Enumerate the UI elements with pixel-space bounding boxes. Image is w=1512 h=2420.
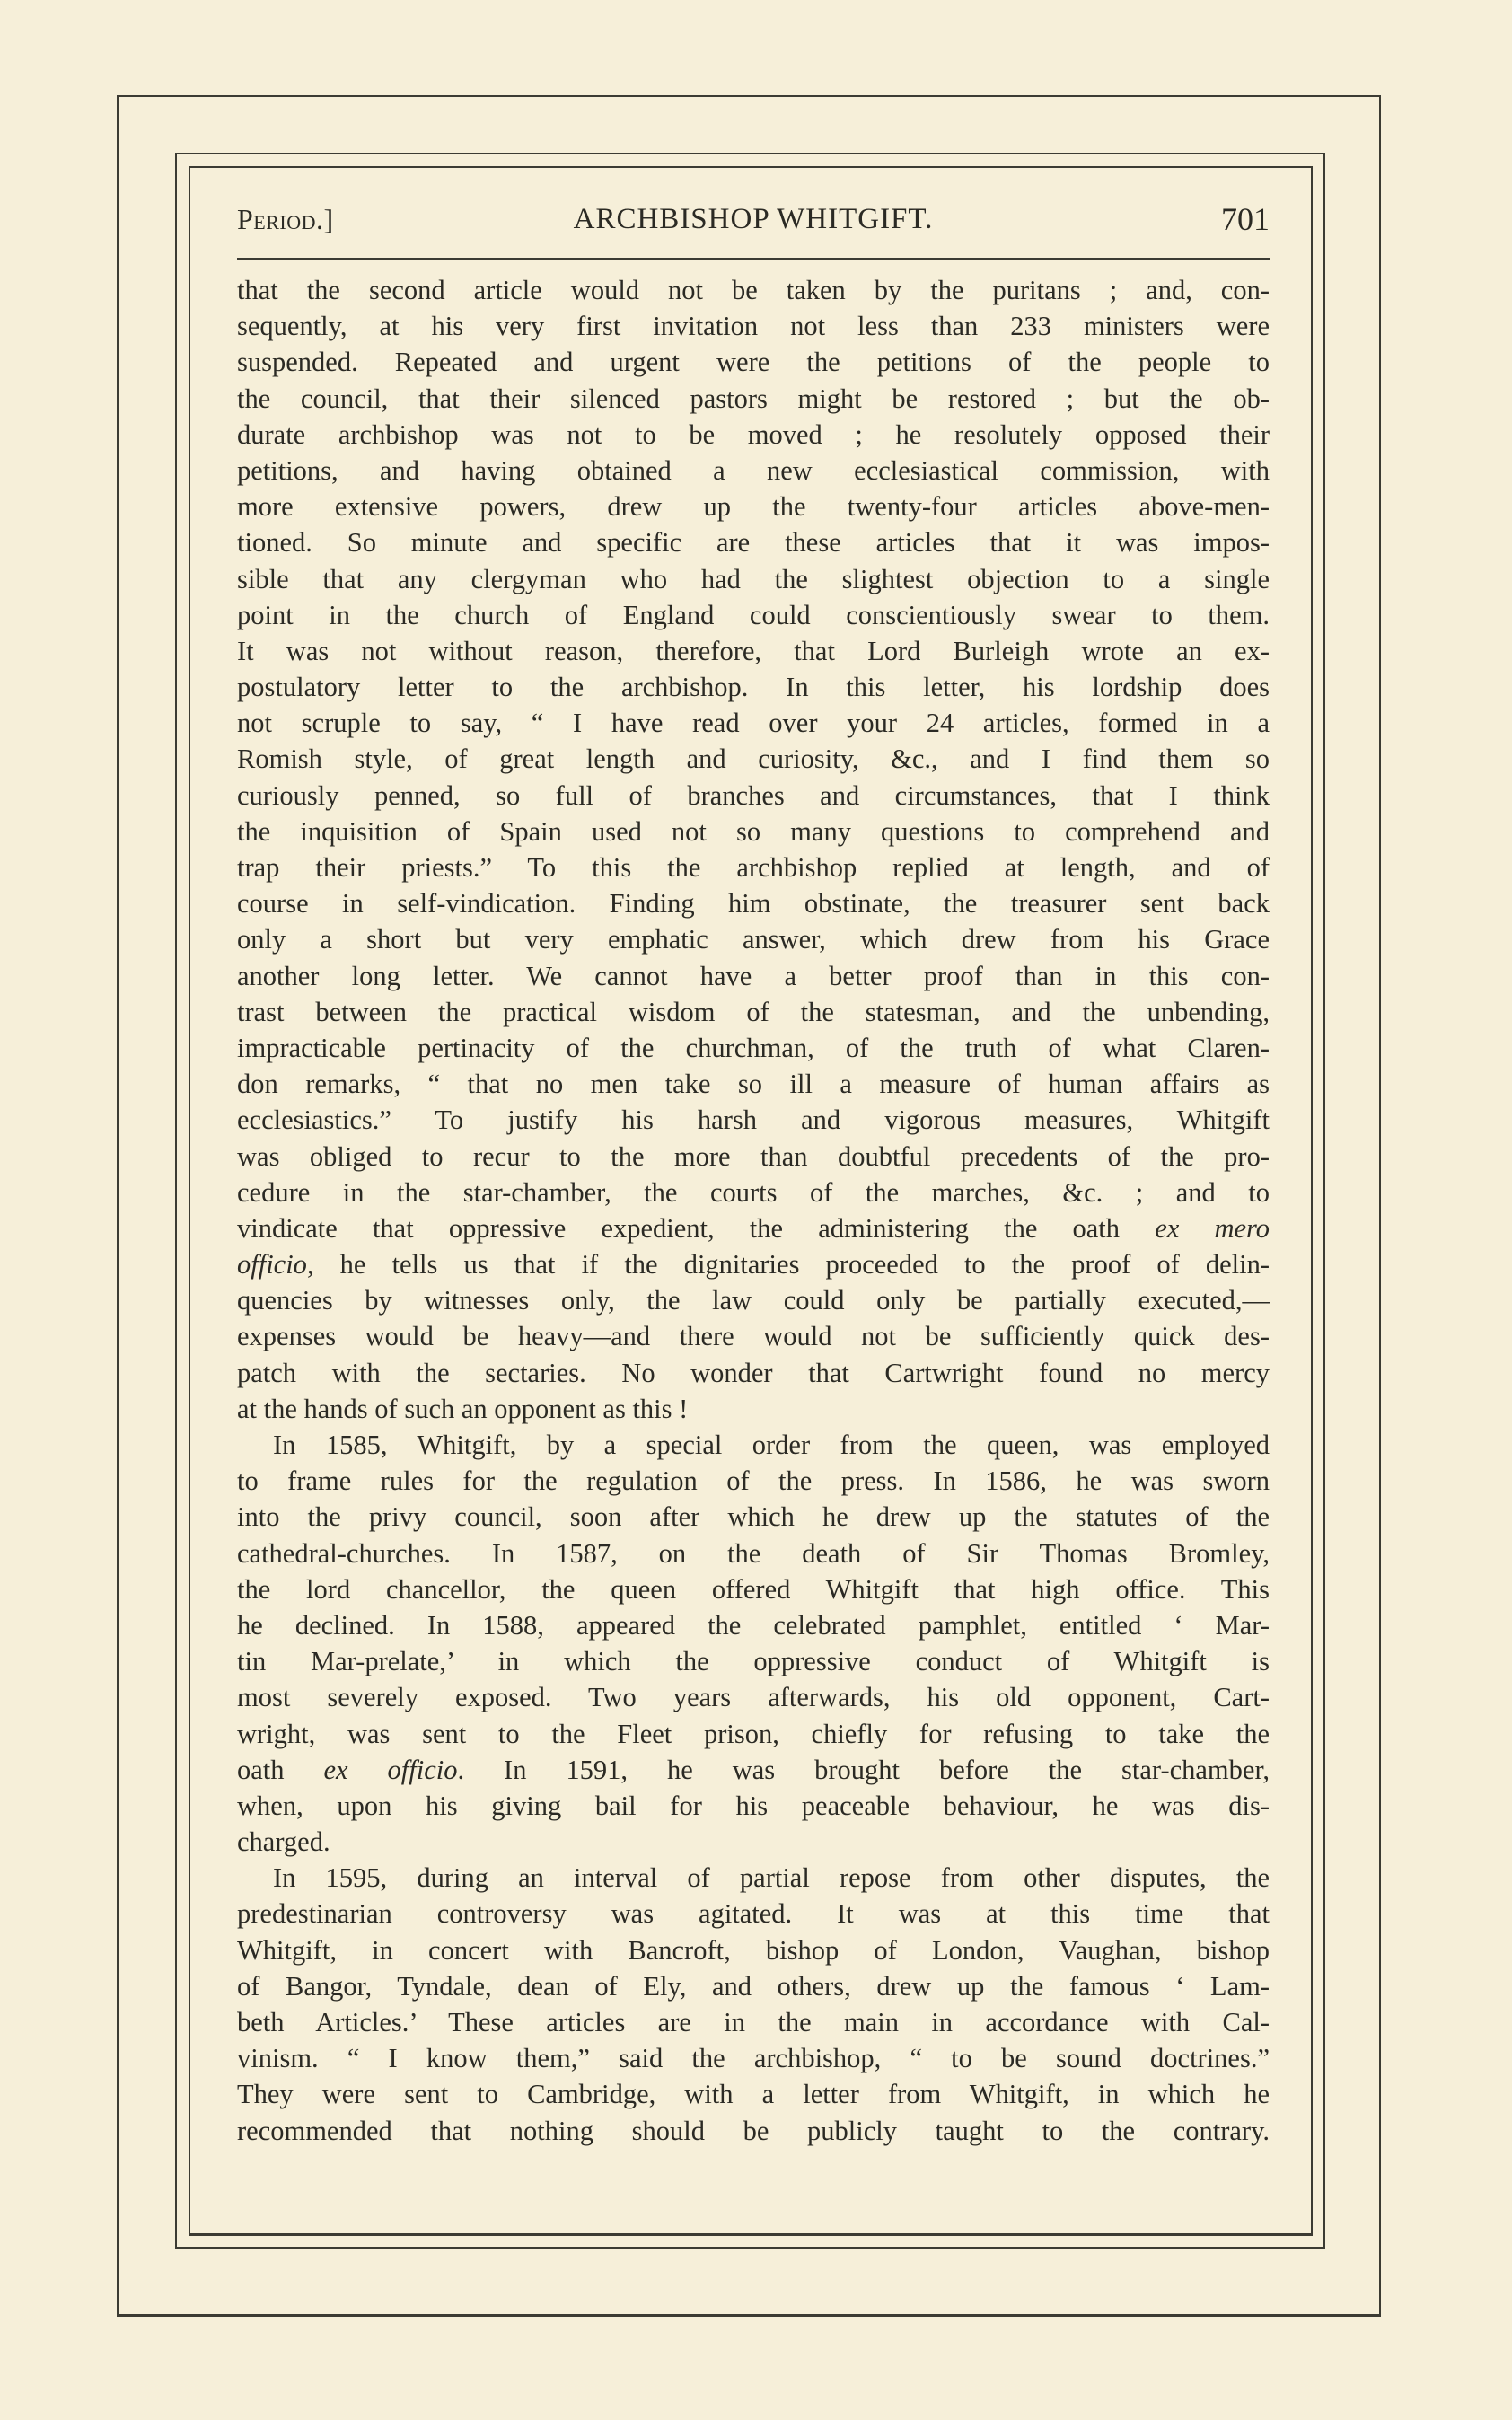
running-head-title: ARCHBISHOP WHITGIFT. bbox=[573, 203, 934, 235]
paragraph-first-line: In 1595, during an interval of partial repose from other disputes, the bbox=[273, 1862, 1270, 1894]
text-line: another long letter. We cannot have a better proof than in this con- bbox=[237, 960, 1270, 991]
text-line: tioned. So minute and specific are these articles that it was impos- bbox=[237, 527, 1270, 559]
page-number: 701 bbox=[1221, 201, 1270, 237]
running-head-section: Period.] bbox=[237, 203, 334, 235]
text-line: into the privy council, soon after which he drew up the statutes of the bbox=[237, 1501, 1270, 1533]
italic-latin-phrase: ex officio bbox=[323, 1754, 458, 1785]
text-run: oath bbox=[237, 1754, 324, 1785]
text-line: only a short but very emphatic answer, which drew from his Grace bbox=[237, 924, 1270, 955]
text-line: sequently, at his very first invitation not less than 233 ministers were bbox=[237, 311, 1270, 342]
text-line: It was not without reason, therefore, that Lord Burleigh wrote an ex- bbox=[237, 635, 1270, 666]
text-run: . In 1591, he was brought before the star-chamber, bbox=[457, 1754, 1270, 1785]
text-line: recommended that nothing should be publicly taught to the contrary. bbox=[237, 2115, 1270, 2146]
text-line: postulatory letter to the archbishop. In this letter, his lordship does bbox=[237, 672, 1270, 703]
text-line: of Bangor, Tyndale, dean of Ely, and others, drew up the famous ‘ Lam- bbox=[237, 1970, 1270, 2002]
text-line: was obliged to recur to the more than doubtful precedents of the pro- bbox=[237, 1140, 1270, 1172]
text-line: sible that any clergyman who had the slightest objection to a single bbox=[237, 563, 1270, 594]
text-line: suspended. Repeated and urgent were the petitions of the people to bbox=[237, 347, 1270, 378]
text-line: cathedral-churches. In 1587, on the death of Sir Thomas Bromley, bbox=[237, 1537, 1270, 1569]
text-line: wright, was sent to the Fleet prison, chiefly for refusing to take the bbox=[237, 1718, 1270, 1749]
text-line: vinism. “ I know them,” said the archbishop, “ to be sound doctrines.” bbox=[237, 2043, 1270, 2074]
text-line: to frame rules for the regulation of the press. In 1586, he was sworn bbox=[237, 1465, 1270, 1497]
running-head bbox=[237, 199, 1270, 239]
text-line: he declined. In 1588, appeared the celebrated pamphlet, entitled ‘ Mar- bbox=[237, 1609, 1270, 1641]
text-line: the lord chancellor, the queen offered Whitgift that high office. This bbox=[237, 1573, 1270, 1605]
text-line: trast between the practical wisdom of the statesman, and the unbending, bbox=[237, 996, 1270, 1027]
text-line: not scruple to say, “ I have read over your 24 articles, formed in a bbox=[237, 708, 1270, 739]
text-line: more extensive powers, drew up the twenty-four articles above-men- bbox=[237, 491, 1270, 523]
text-run: vindicate that oppressive expedient, the administering the oath bbox=[237, 1212, 1156, 1244]
text-line bbox=[237, 1210, 1270, 1246]
text-line: trap their priests.” To this the archbishop replied at length, and of bbox=[237, 852, 1270, 883]
text-line: don remarks, “ that no men take so ill a measure of human affairs as bbox=[237, 1069, 1270, 1100]
text-line: curiously penned, so full of branches and circumstances, that I think bbox=[237, 779, 1270, 811]
text-line bbox=[237, 1246, 1270, 1282]
text-line bbox=[237, 1752, 1270, 1788]
text-line: at the hands of such an opponent as this ! bbox=[237, 1393, 689, 1424]
text-line: the council, that their silenced pastors might be restored ; but the ob- bbox=[237, 383, 1270, 414]
text-line: petitions, and having obtained a new ecclesiastical commission, with bbox=[237, 454, 1270, 486]
text-line: the inquisition of Spain used not so many questions to comprehend and bbox=[237, 815, 1270, 847]
text-line: most severely exposed. Two years afterwards, his old opponent, Cart- bbox=[237, 1682, 1270, 1713]
text-line: that the second article would not be taken by the puritans ; and, con- bbox=[237, 275, 1270, 305]
text-line: cedure in the star-chamber, the courts of the marches, &c. ; and to bbox=[237, 1176, 1270, 1208]
text-line: quencies by witnesses only, the law could only be partially executed,— bbox=[237, 1285, 1270, 1316]
text-run: , he tells us that if the dignitaries proceeded to the proof of delin- bbox=[306, 1249, 1270, 1280]
header-rule bbox=[237, 258, 1270, 260]
text-line: Romish style, of great length and curiosity, &c., and I find them so bbox=[237, 744, 1270, 775]
text-line: point in the church of England could conscientiously swear to them. bbox=[237, 599, 1270, 630]
body-text bbox=[237, 272, 1270, 2149]
text-line: expenses would be heavy—and there would not be sufficiently quick des- bbox=[237, 1321, 1270, 1352]
text-line: They were sent to Cambridge, with a letter from Whitgift, in which he bbox=[237, 2079, 1270, 2110]
text-line: ecclesiastics.” To justify his harsh and vigorous measures, Whitgift bbox=[237, 1104, 1270, 1136]
text-line: predestinarian controversy was agitated. It was at this time that bbox=[237, 1898, 1270, 1930]
text-line: charged. bbox=[237, 1826, 330, 1858]
italic-latin-phrase: ex mero bbox=[1155, 1212, 1270, 1244]
text-line: beth Articles.’ These articles are in the main in accordance with Cal- bbox=[237, 2007, 1270, 2037]
text-line: course in self-vindication. Finding him obstinate, the treasurer sent back bbox=[237, 888, 1270, 920]
italic-latin-phrase: officio bbox=[237, 1249, 307, 1280]
text-line: durate archbishop was not to be moved ; he resolutely opposed their bbox=[237, 418, 1270, 450]
text-line: when, upon his giving bail for his peaceable behaviour, he was dis- bbox=[237, 1790, 1270, 1821]
text-line: Whitgift, in concert with Bancroft, bishop of London, Vaughan, bishop bbox=[237, 1934, 1270, 1966]
text-line: tin Mar-prelate,’ in which the oppressive conduct of Whitgift is bbox=[237, 1646, 1270, 1677]
paragraph-first-line: In 1585, Whitgift, by a special order from the queen, was employed bbox=[273, 1430, 1270, 1460]
text-line: patch with the sectaries. No wonder that Cartwright found no mercy bbox=[237, 1357, 1270, 1388]
text-line: impracticable pertinacity of the churchman, of the truth of what Claren- bbox=[237, 1032, 1270, 1063]
